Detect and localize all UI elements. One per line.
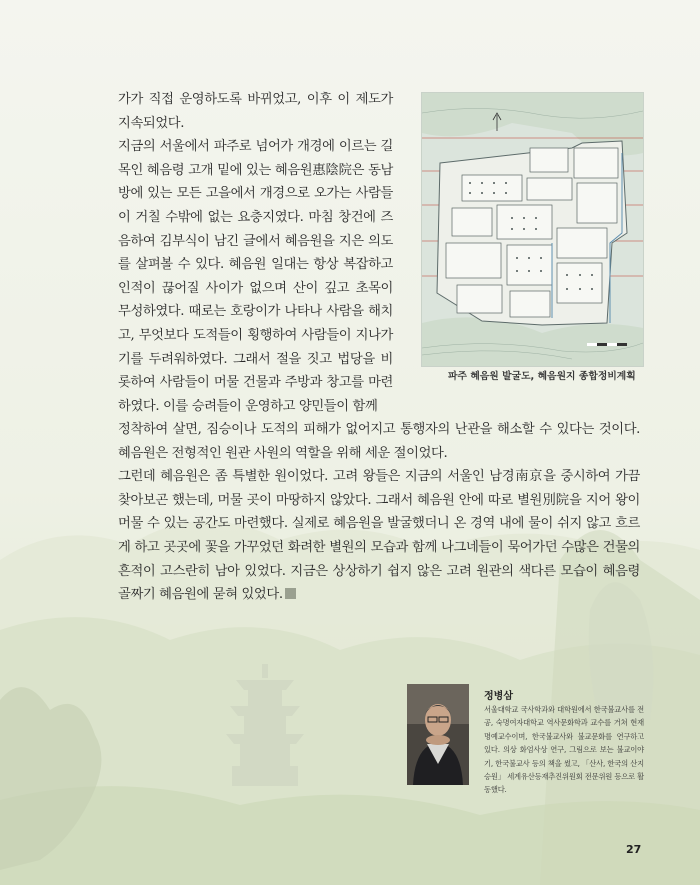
article-paragraph: 정착하여 살면, 짐승이나 도적의 피해가 없어지고 통행자의 난관을 해소할 수 있다는 것이다. 혜음원은 전형적인 원관 사원의 역할을 위해 세운 절이었다.	[118, 422, 640, 461]
article-paragraph: 지금의 서울에서 파주로 넘어가 개경에 이르는 길목인 혜음령 고개 밑에 있는 혜음원惠陰院은 동남방에 있는 모든 고을에서 개경으로 오가는 사람들이 거칠 수밖에 없는 요충지였다. 마침 창건에 즈음하여 김부식이 남긴 글에서 혜음원을 지은 의도를 살펴볼 수 있다. 혜음원 일대는 항상 복잡하고 인적이 끊어질 사이가 없으며 산이 깊고 초목이 무성하였다. 때로는 호랑이가 나타나 사람을 해치고, 무엇보다 도적들이 횡행하여 사람들이 지나가기를 두려워하였다. 그래서 절을 짓고 법당을 비롯하여 사람들이 머물 건물과 주방과 창고를 마련하였다. 이를 승려들이 운영하고 양민들이 함께	[118, 139, 393, 414]
author-bio: 서울대학교 국사학과와 대학원에서 한국불교사를 전공, 숙명여자대학교 역사문화학과 교수를 거쳐 현재 명예교수이며, 한국불교사와 불교문화를 연구하고 있다. 의상 화엄사상 연구, 그림으로 보는 불교이야기, 한국불교사 등의 책을 썼고, 「산사, 한국의 산지 승원」 세계유산등재추진위원회 전문위원 등으로 활동했다.	[484, 705, 644, 795]
site-plan-drawing	[422, 93, 643, 366]
author-name: 정병삼	[484, 691, 513, 702]
author-photo	[407, 684, 469, 785]
page-number: 27	[626, 843, 642, 856]
article-paragraph	[118, 465, 640, 607]
article-full-width-text	[118, 418, 640, 607]
scale-bar-icon	[587, 343, 627, 346]
excavation-plan-figure	[421, 92, 644, 367]
article-paragraph: 가가 직접 운영하도록 바뀌었고, 이후 이 제도가 지속되었다.	[118, 92, 393, 131]
article-paragraph-text: 그런데 혜음원은 좀 특별한 원이었다. 고려 왕들은 지금의 서울인 남경南京을 중시하여 가끔 찾아보곤 했는데, 머물 곳이 마땅하지 않았다. 그래서 혜음원 안에 따로 별원別院을 지어 왕이 머물 수 있는 공간도 마련했다. 실제로 혜음원을 발굴했더니 온 경역 내에 물이 쉬지 않고 흐르게 하고 곳곳에 꽃을 가꾸었던 화려한 별원의 모습과 함께 나그네들이 묵어가던 수많은 건물의 흔적이 고스란히 남아 있었다. 지금은 상상하기 쉽지 않은 고려 원관의 색다른 모습이 혜음령 골짜기 혜음원에 묻혀 있었다.	[118, 469, 640, 603]
article-column-text	[118, 88, 393, 418]
end-mark-icon	[285, 588, 296, 599]
figure-caption: 파주 혜음원 발굴도, 혜음원지 종합정비계획	[448, 371, 636, 382]
